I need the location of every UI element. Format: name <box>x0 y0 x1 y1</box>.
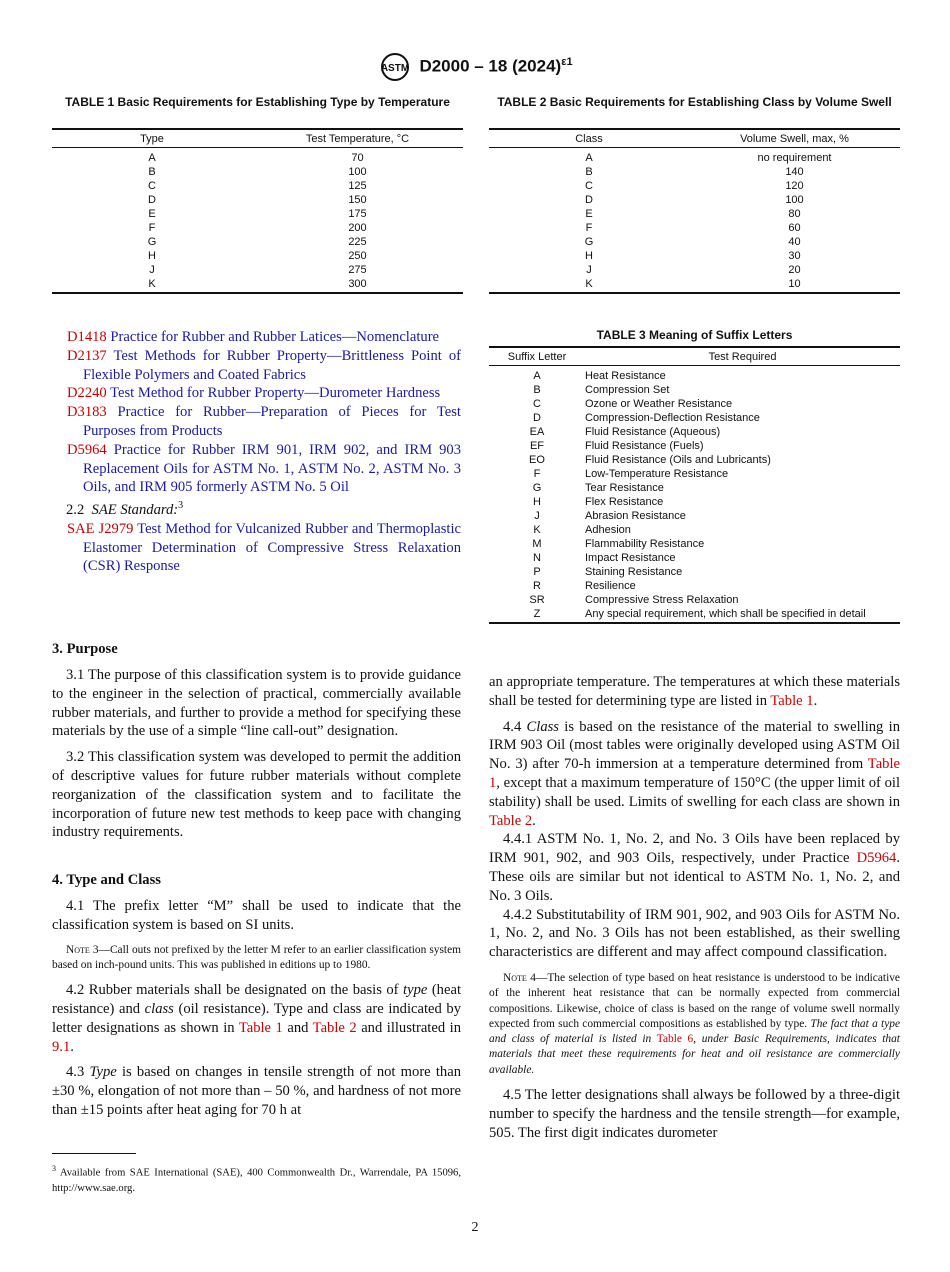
table2-cell-key: C <box>585 180 593 192</box>
table2-row <box>489 207 900 221</box>
table3-col-test: Test Required <box>585 347 900 366</box>
table2-cell-value: 140 <box>785 166 804 178</box>
ref-d2240[interactable]: D2240 Test Method for Rubber Property—Durometer Hardness <box>67 385 441 402</box>
link-table-2-b[interactable]: Table 2 <box>489 812 533 829</box>
table2-cell-key: F <box>585 222 593 234</box>
table1-row <box>52 165 463 179</box>
table1-row <box>52 235 463 249</box>
table3-cell-key: D <box>533 412 541 424</box>
link-table-6[interactable]: Table 6 <box>656 1033 694 1046</box>
table3-row <box>489 481 900 495</box>
ref-d3183[interactable]: D3183 Practice for Rubber—Preparation of Pieces for Test Purposes from Products <box>67 404 461 439</box>
table2-cell-value: 30 <box>788 250 801 262</box>
table2-cell-value: 10 <box>689 277 900 293</box>
table2-cell-value: 100 <box>785 194 804 206</box>
table2-row <box>489 179 900 193</box>
table3-cell-key: R <box>533 580 541 592</box>
table3-row <box>489 565 900 579</box>
table1-row <box>52 193 463 207</box>
table2-cell-value: 120 <box>785 180 804 192</box>
para-3-1: 3.1 The purpose of this classification system is to provide guidance to the engineer in the selection of practical, commercially available rubber materials, and further to provide a method for specifying these materials by the use of a simple “line call-out” designation. <box>52 667 461 740</box>
table3-cell-value: Low-Temperature Resistance <box>585 468 729 480</box>
table1-cell-value: 275 <box>348 264 367 276</box>
table3-row <box>489 397 900 411</box>
table3-cell-key: EO <box>529 454 545 466</box>
table3-row <box>489 537 900 551</box>
table1-cell-key: G <box>147 236 157 248</box>
table1-row <box>52 221 463 235</box>
table3-cell-key: N <box>533 552 541 564</box>
table3-row <box>489 495 900 509</box>
table1-cell-key: D <box>148 194 156 206</box>
ref-d2137[interactable]: D2137 Test Methods for Rubber Property—Brittleness Point of Flexible Polymers and Coated Fabrics <box>67 347 462 383</box>
table1-cell-value: 300 <box>252 277 463 293</box>
table2-cell-value: 20 <box>788 264 801 276</box>
section-4-heading: 4. Type and Class <box>52 872 161 888</box>
table3-cell-value: Impact Resistance <box>585 552 676 564</box>
para-4-4-2: 4.4.2 Substitutability of IRM 901, 902, and 903 Oils for ASTM No. 1, No. 2, and No. 3 Oils has not been established, as their swelling characteristics are different and may affect compound classification. <box>489 906 900 961</box>
table2-cell-key: A <box>585 152 593 164</box>
table3-caption: TABLE 3 Meaning of Suffix Letters <box>596 328 793 342</box>
svg-text:ASTM: ASTM <box>381 63 410 74</box>
table3-row <box>489 523 900 537</box>
para-4-3-cont: an appropriate temperature. The temperatures at which these materials shall be tested for determining type are listed in Table 1. <box>489 674 900 709</box>
table3-cell-key: J <box>534 510 540 522</box>
table1-cell-value: 250 <box>348 250 367 262</box>
table1-cell-value: 125 <box>348 180 367 192</box>
table2-col-swell: Volume Swell, max, % <box>689 129 900 148</box>
ref-sae-j2979[interactable]: SAE J2979 Test Method for Vulcanized Rubber and Thermoplastic Elastomer Determination of Compressive Stress Relaxation (CSR) Response <box>67 520 462 575</box>
link-table-2[interactable]: Table 2 <box>312 1019 357 1036</box>
table3-cell-key: A <box>533 370 541 382</box>
table1-cell-value: 200 <box>348 222 367 234</box>
table1-col-type: Type <box>52 129 252 148</box>
para-4-2: 4.2 Rubber materials shall be designated on the basis of type (heat resistance) and class (oil resistance). Type and class are indicated by letter designations as shown in Table 1 and Table 2 and illustrated in 9.1. <box>52 982 461 1055</box>
table3 <box>489 346 900 624</box>
table1-cell-value: 100 <box>348 166 367 178</box>
section-3-heading: 3. Purpose <box>52 641 118 657</box>
table1-col-temp: Test Temperature, °C <box>252 129 463 148</box>
table3-row <box>489 411 900 425</box>
ref-d5964[interactable]: D5964 Practice for Rubber IRM 901, IRM 902, and IRM 903 Replacement Oils for ASTM No. 1, ASTM No. 2, ASTM No. 3 Oils, and IRM 905 formerly ASTM No. 5 Oil <box>67 441 461 496</box>
table2-row <box>489 249 900 263</box>
table1 <box>52 128 463 294</box>
designation: D2000 – 18 (2024) <box>419 56 562 76</box>
table3-cell-value: Ozone or Weather Resistance <box>585 398 733 410</box>
table3-cell-key: Z <box>489 607 585 623</box>
table2-row <box>489 193 900 207</box>
table1-cell-value: 70 <box>351 152 364 164</box>
table1-row <box>52 277 463 293</box>
table3-cell-value: Resilience <box>585 580 636 592</box>
table1-cell-value: 175 <box>348 208 367 220</box>
table3-row <box>489 607 900 623</box>
table2-cell-key: H <box>585 250 593 262</box>
footnote-3: $^3$ Available from SAE International (SAE), 400 Commonwealth Dr., Warrendale, PA 15096, http://www.sae.org. <box>52 1164 461 1194</box>
link-table-1-b[interactable]: Table 1 <box>770 692 814 709</box>
referenced-documents <box>67 328 461 576</box>
link-table-1-c[interactable]: Table 1 <box>489 756 900 791</box>
table3-row <box>489 383 900 397</box>
table3-cell-key: SR <box>529 594 545 606</box>
note-3: Note 3—Call outs not prefixed by the letter M refer to an earlier classification system based on inch-pound units. This was published in editions up to 1980. <box>52 943 462 971</box>
table2-row <box>489 263 900 277</box>
table3-row <box>489 453 900 467</box>
table3-cell-key: EA <box>529 426 545 438</box>
table3-cell-key: F <box>533 468 541 480</box>
table3-cell-value: Flex Resistance <box>585 496 664 508</box>
table3-cell-value: Fluid Resistance (Fuels) <box>585 440 704 452</box>
table2-row <box>489 221 900 235</box>
table2-col-class: Class <box>489 129 689 148</box>
table3-cell-value: Compression-Deflection Resistance <box>585 412 760 424</box>
table3-cell-key: B <box>533 384 541 396</box>
page-number: 2 <box>471 1220 479 1235</box>
table2-row <box>489 235 900 249</box>
table3-row <box>489 593 900 607</box>
para-4-4: 4.4 Class is based on the resistance of the material to swelling in IRM 903 Oil (most tables were originally developed using ASTM Oil No. 3) after 70-h immersion at a temperature determined from Table 1, except that a maximum temperature of 150°C (the upper limit of oil stability) shall be used. Limits of swelling for each class are shown in Table 2. <box>489 718 900 829</box>
table1-cell-key: J <box>149 264 155 276</box>
table1-cell-value: 150 <box>348 194 367 206</box>
table2-cell-key: J <box>586 264 592 276</box>
table3-cell-key: EF <box>529 440 545 452</box>
table3-cell-key: C <box>533 398 541 410</box>
table3-cell-key: H <box>533 496 541 508</box>
para-4-5: 4.5 The letter designations shall always be followed by a three-digit number to specify the hardness and the tensile strength—for example, 505. The first digit indicates durometer <box>489 1087 900 1141</box>
table2-cell-key: D <box>585 194 593 206</box>
table3-cell-value: Compressive Stress Relaxation <box>585 594 739 606</box>
table3-cell-value: Fluid Resistance (Oils and Lubricants) <box>585 454 771 466</box>
table3-cell-key: G <box>532 482 542 494</box>
ref-d1418[interactable]: D1418 Practice for Rubber and Rubber Latices—Nomenclature <box>67 329 440 345</box>
table3-cell-value: Flammability Resistance <box>585 538 705 550</box>
table1-row <box>52 263 463 277</box>
table1-cell-key: C <box>148 180 156 192</box>
table3-row <box>489 467 900 481</box>
table3-row <box>489 439 900 453</box>
table2-cell-key: E <box>585 208 593 220</box>
table3-cell-value: Any special requirement, which shall be specified in detail <box>585 607 900 623</box>
table3-row <box>489 579 900 593</box>
note-4: Note 4—The selection of type based on heat resistance is understood to be indicative of the inherent heat resistance that can be normally expected from commercial compositions. Likewise, choice of class is based on the range of volume swell normally expected from such commercial compositions as established by type. The fact that a type and class of material is listed in Table 6, under Basic Requirements, indicates that materials that meet these requirements for heat and oil resistance are commercially available. <box>489 971 900 1076</box>
table1-cell-value: 225 <box>348 236 367 248</box>
table3-row <box>489 509 900 523</box>
table3-cell-key: P <box>533 566 541 578</box>
para-4-1: 4.1 The prefix letter “M” shall be used to indicate that the classification system is based on SI units. <box>52 898 461 933</box>
astm-logo-icon <box>377 52 413 82</box>
table2-cell-value: 40 <box>788 236 801 248</box>
table3-cell-key: K <box>533 524 541 536</box>
table1-cell-key: A <box>148 152 156 164</box>
table3-cell-value: Adhesion <box>585 524 631 536</box>
table2-row <box>489 165 900 179</box>
table2-cell-key: K <box>489 277 689 293</box>
table2-cell-key: G <box>584 236 594 248</box>
para-3-2: 3.2 This classification system was developed to permit the addition of descriptive values for future rubber materials without complete reorganization of the classification system and to facilitate the incorporation of future new test methods to keep pace with changing industry requirements. <box>52 749 461 841</box>
table2-caption: TABLE 2 Basic Requirements for Establishing Class by Volume Swell <box>497 95 892 109</box>
table1-cell-key: F <box>148 222 156 234</box>
table3-row <box>489 551 900 565</box>
table3-row <box>489 425 900 439</box>
table3-cell-key: M <box>532 538 542 550</box>
table3-cell-value: Compression Set <box>585 384 670 396</box>
table1-row <box>52 148 463 166</box>
table3-cell-value: Abrasion Resistance <box>585 510 686 522</box>
table3-col-suffix: Suffix Letter <box>489 347 585 366</box>
table1-cell-key: H <box>148 250 156 262</box>
table2-row <box>489 148 900 166</box>
para-4-4-1: 4.4.1 ASTM No. 1, No. 2, and No. 3 Oils have been replaced by IRM 901, 902, and 903 Oils, respectively, under Practice D5964. These oils are similar but not identical to ASTM No. 1, No. 2, and No. 3 Oils. <box>489 831 900 904</box>
link-d5964[interactable]: D5964 <box>856 850 897 867</box>
table1-row <box>52 207 463 221</box>
footnote-divider <box>52 1153 136 1154</box>
table2-cell-value: 60 <box>788 222 801 234</box>
table2-cell-value: 80 <box>788 208 801 220</box>
table3-cell-value: Tear Resistance <box>585 482 664 494</box>
designation-superscript: ε1 <box>561 55 573 68</box>
section-3-body <box>52 666 461 842</box>
table3-cell-value: Heat Resistance <box>585 370 666 382</box>
table1-cell-key: K <box>52 277 252 293</box>
table1-cell-key: E <box>148 208 156 220</box>
section-4-body-left <box>52 897 461 1120</box>
section-4-body-right <box>489 673 900 1142</box>
table2 <box>489 128 900 294</box>
table2-cell-value: no requirement <box>757 152 832 164</box>
table3-row <box>489 366 900 384</box>
page-header <box>0 52 950 82</box>
table1-caption: TABLE 1 Basic Requirements for Establishing Type by Temperature <box>65 95 450 109</box>
link-9-1[interactable]: 9.1 <box>52 1038 71 1055</box>
table1-row <box>52 249 463 263</box>
table2-cell-key: B <box>585 166 593 178</box>
table2-row <box>489 277 900 293</box>
table1-cell-key: B <box>148 166 156 178</box>
link-table-1[interactable]: Table 1 <box>238 1019 283 1036</box>
table3-cell-value: Fluid Resistance (Aqueous) <box>585 426 721 438</box>
table3-cell-value: Staining Resistance <box>585 566 683 578</box>
sae-standard-heading: 2.2 SAE Standard:$^3$ <box>66 500 184 519</box>
table1-row <box>52 179 463 193</box>
para-4-3: 4.3 Type is based on changes in tensile strength of not more than ±30 %, elongation of not more than – 50 %, and hardness of not more than ±15 points after heat aging for 70 h at <box>52 1064 461 1118</box>
